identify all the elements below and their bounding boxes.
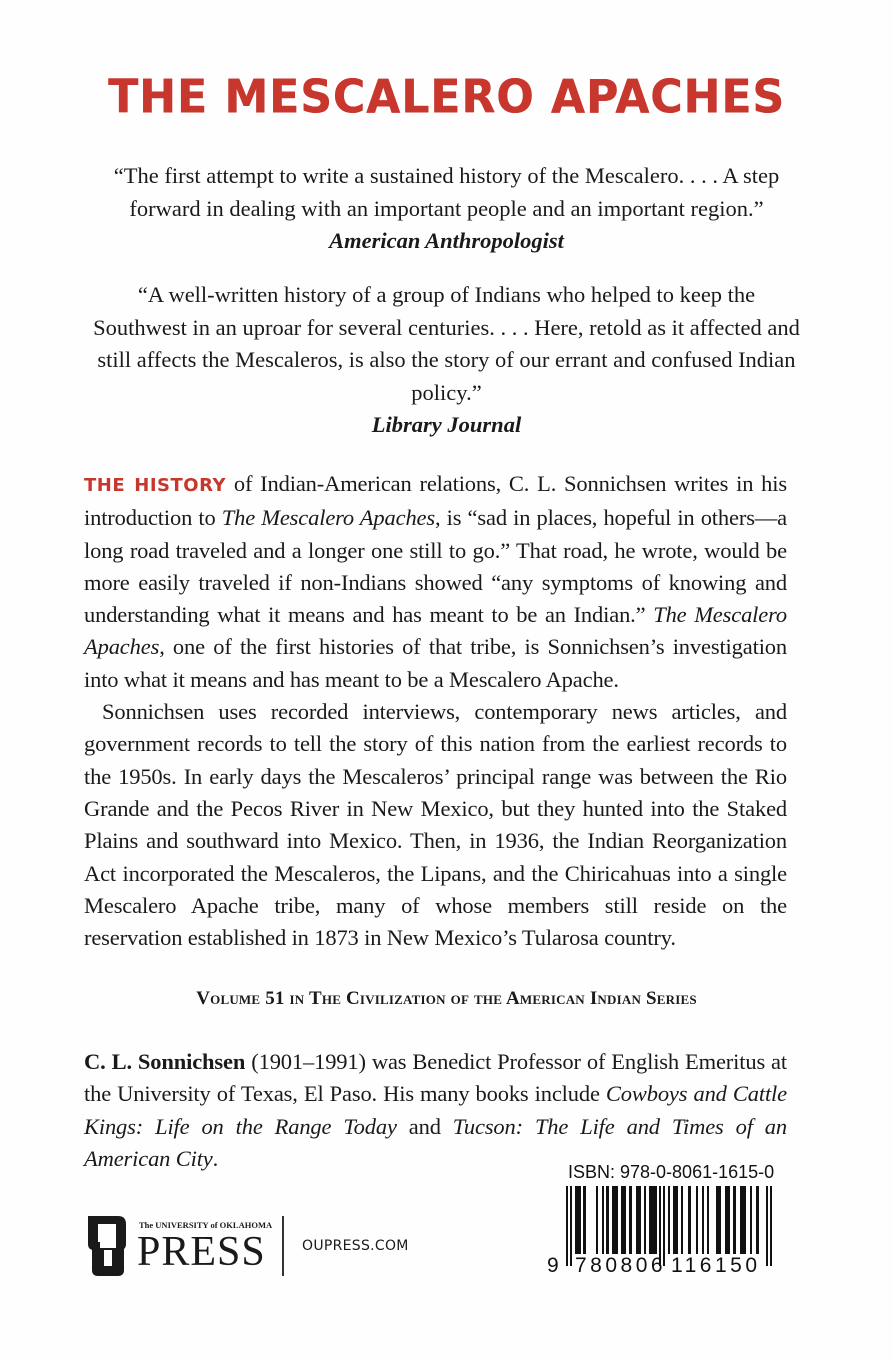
barcode-digits-left: 780806 xyxy=(575,1254,667,1277)
book-title-ref: Tucson: The Life and Times of an American City xyxy=(84,1113,787,1171)
publisher-logo xyxy=(84,1214,274,1278)
author-bio xyxy=(84,1046,787,1175)
logo-divider xyxy=(282,1216,284,1276)
lead-in: THE HISTORY xyxy=(84,475,227,496)
bio-paragraph xyxy=(84,1046,787,1175)
review-source: American Anthropologist xyxy=(329,228,564,253)
review-blurb xyxy=(90,160,803,258)
bio-text: . xyxy=(212,1145,219,1171)
author-name: C. L. Sonnichsen xyxy=(84,1049,246,1074)
isbn-label: ISBN: 978-0-8061-1615-0 xyxy=(568,1162,775,1182)
description-text: of Indian-American relations, C. L. Sonnichsen writes in his introduction to xyxy=(84,471,787,531)
book-title-ref: The Mescalero Apaches xyxy=(221,505,435,531)
ou-monogram-icon xyxy=(84,1214,130,1278)
description-text: , is “sad in places, hopeful in others—a long road traveled and a longer one still to go.” That road, he wrote, would be more easily traveled if non-Indians showed “any symptoms of knowing and understanding what it means and has meant to be an Indian.” xyxy=(84,505,787,628)
publisher-university: The UNIVERSITY of OKLAHOMA xyxy=(139,1220,273,1230)
barcode-first-digit: 9 xyxy=(547,1254,563,1277)
review-source: Library Journal xyxy=(371,412,522,437)
bio-text: (1901–1991) was Benedict Professor of English Emeritus at the University of Texas, El Paso. His many books include xyxy=(84,1049,787,1107)
publisher-press: PRESS xyxy=(137,1229,266,1275)
description-paragraph: Sonnichsen uses recorded interviews, contemporary news articles, and government records to tell the story of this nation from the earliest records to the 1950s. In early days the Mescaleros’ principal range was between the Rio Grande and the Pecos River in New Mexico, but they hunted into the Staked Plains and southward into Mexico. Then, in 1936, the Indian Reorganization Act incorporated the Mescaleros, the Lipans, and the Chiricahuas into a single Mescalero Apache tribe, many of whose members still reside on the reservation established in 1873 in New Mexico’s Tularosa country. xyxy=(84,699,787,951)
review-quote: “A well-written history of a group of Indians who helped to keep the Southwest in an uproar for several centuries. . . . Here, retold as it affected and still affects the Mescaleros, is also the story of our errant and confused Indian policy.” xyxy=(93,282,800,405)
book-description xyxy=(84,468,787,954)
publisher-url: OUPRESS.COM xyxy=(302,1238,409,1254)
barcode-digits-right: 116150 xyxy=(671,1254,761,1277)
review-blurb xyxy=(90,279,803,442)
review-quote: “The first attempt to write a sustained history of the Mescalero. . . . A step forward in dealing with an important people and an important region.” xyxy=(113,163,780,221)
book-title-ref: The Mescalero Apaches xyxy=(84,602,787,660)
description-paragraph xyxy=(84,468,787,696)
bio-text: and xyxy=(396,1113,453,1139)
book-title-ref: Cowboys and Cattle Kings: Life on the Range Today xyxy=(84,1081,787,1139)
description-text: , one of the first histories of that tribe, is Sonnichsen’s investigation into what it means and has meant to be a Mescalero Apache. xyxy=(84,634,787,692)
series-line: Volume 51 in The Civilization of the American Indian Series xyxy=(196,988,697,1009)
book-title: THE MESCALERO APACHES xyxy=(108,70,785,125)
